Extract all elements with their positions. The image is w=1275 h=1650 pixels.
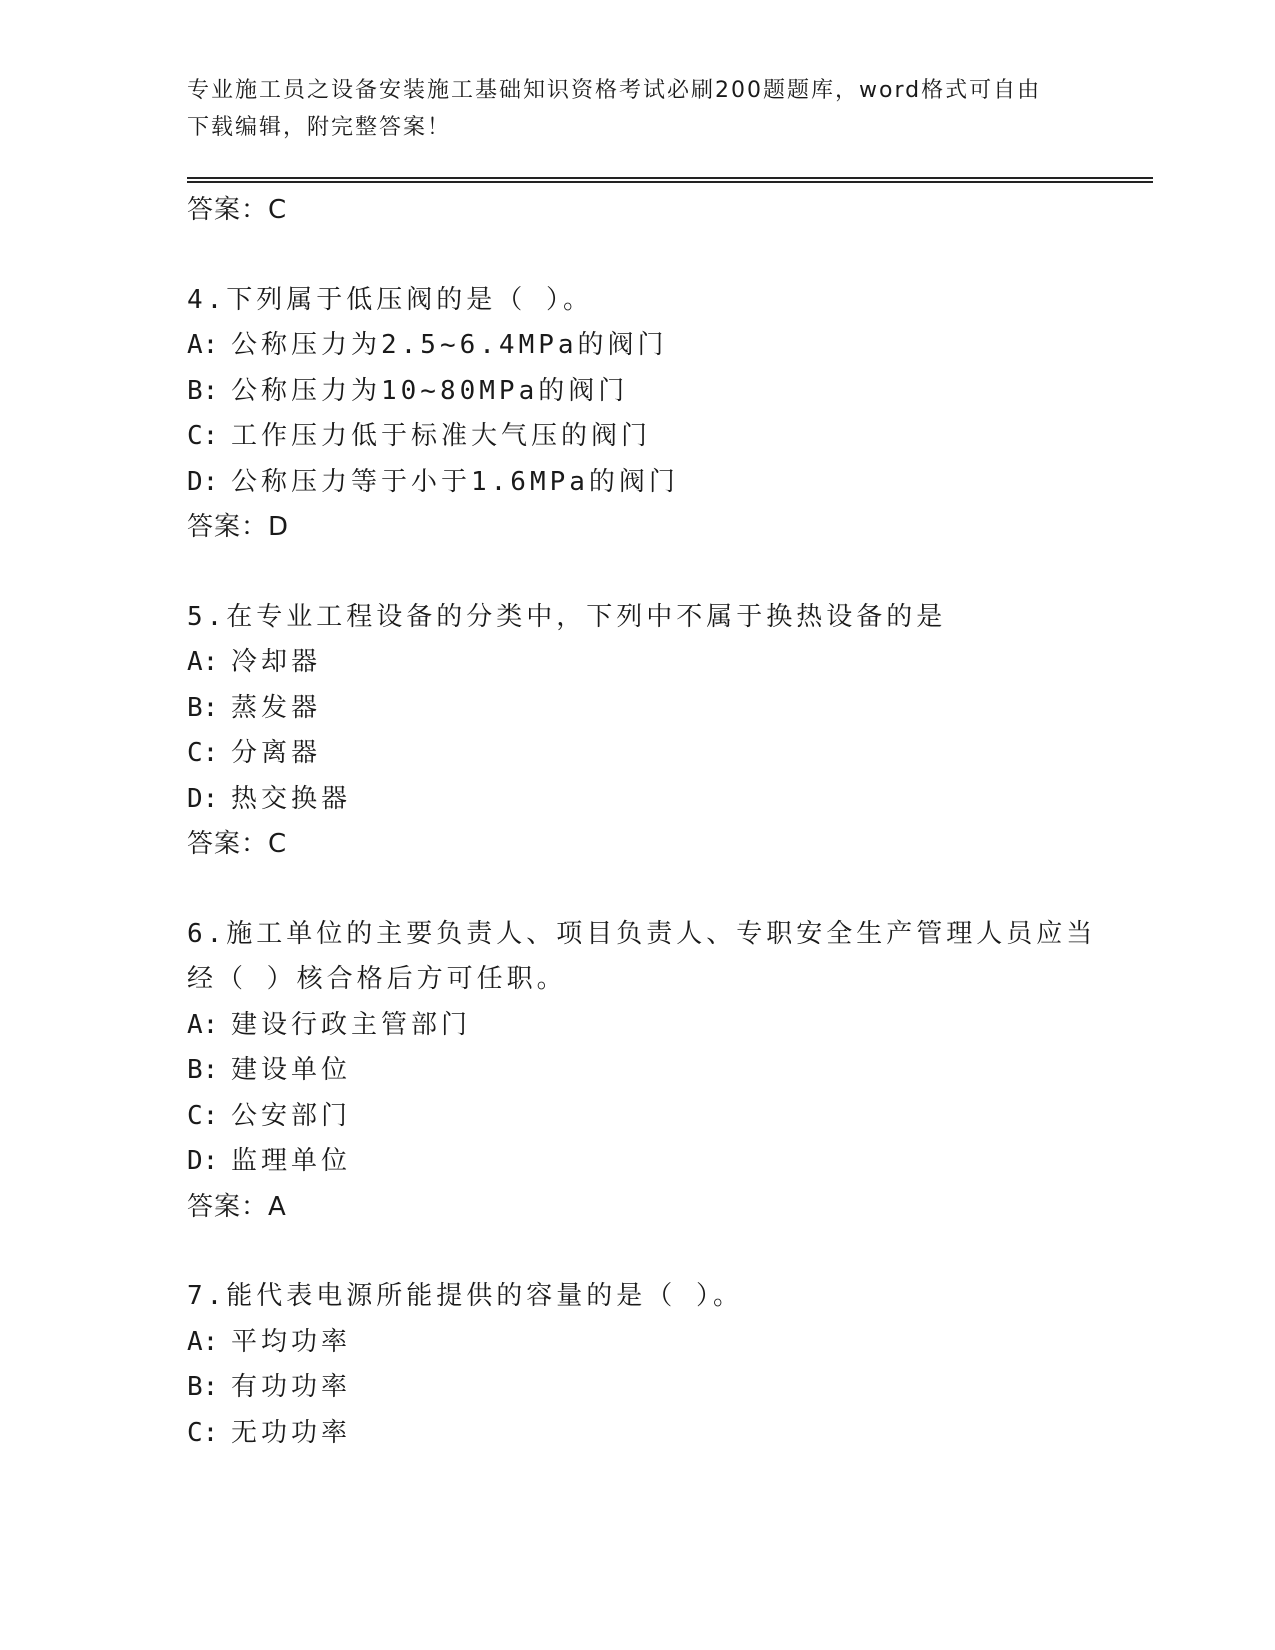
option-text: 建设单位 xyxy=(231,1055,352,1085)
question-stem-line-2: 经（ ）核合格后方可任职。 xyxy=(187,964,567,994)
option-key: A: xyxy=(187,1009,219,1040)
option-a xyxy=(187,1003,1087,1049)
option-b xyxy=(187,1048,1087,1094)
answer: 答案：C xyxy=(187,829,288,859)
header-divider-bottom xyxy=(187,181,1153,183)
option-d xyxy=(187,460,1087,506)
option-d xyxy=(187,777,1087,823)
option-b xyxy=(187,686,1087,732)
option-key: D: xyxy=(187,1146,219,1176)
option-b xyxy=(187,1365,1087,1411)
option-text: 蒸发器 xyxy=(231,692,322,723)
answer: 答案：D xyxy=(187,512,290,542)
option-key: B: xyxy=(187,1055,219,1085)
option-key: B: xyxy=(187,1372,219,1402)
option-a xyxy=(187,323,1087,369)
answer: 答案：A xyxy=(187,1191,287,1222)
option-text: 平均功率 xyxy=(231,1326,352,1357)
option-key: C: xyxy=(187,1100,219,1131)
question-list xyxy=(187,188,1097,1456)
option-text: 分离器 xyxy=(231,738,322,768)
option-key: A: xyxy=(187,330,219,360)
question-stem: 5.在专业工程设备的分类中，下列中不属于换热设备的是 xyxy=(187,601,947,632)
option-a xyxy=(187,640,1087,686)
option-text: 无功功率 xyxy=(231,1417,352,1448)
option-key: A: xyxy=(187,1326,219,1357)
spacer xyxy=(187,868,1087,912)
previous-answer: 答案：C xyxy=(187,195,288,225)
question-stem: 7.能代表电源所能提供的容量的是（ ）。 xyxy=(187,1281,743,1311)
option-key: B: xyxy=(187,692,219,723)
spacer xyxy=(187,1230,1087,1274)
option-a xyxy=(187,1320,1087,1366)
option-text: 公称压力为10~80MPa的阀门 xyxy=(231,375,629,406)
header-line-2: 下载编辑，附完整答案！ xyxy=(187,115,452,140)
option-c xyxy=(187,731,1087,777)
option-c xyxy=(187,414,1087,460)
option-c xyxy=(187,1411,1087,1457)
option-c xyxy=(187,1094,1087,1140)
option-text: 监理单位 xyxy=(231,1146,352,1176)
option-text: 工作压力低于标准大气压的阀门 xyxy=(231,421,652,451)
question-stem-line-1: 6.施工单位的主要负责人、项目负责人、专职安全生产管理人员应当 xyxy=(187,918,1097,949)
option-key: C: xyxy=(187,1417,219,1448)
option-key: C: xyxy=(187,738,219,768)
option-text: 公称压力为2.5~6.4MPa的阀门 xyxy=(231,330,668,360)
header-divider-top xyxy=(187,177,1153,179)
spacer xyxy=(187,551,1087,595)
option-text: 有功功率 xyxy=(231,1372,352,1402)
document-header xyxy=(187,72,1067,146)
option-text: 公称压力等于小于1.6MPa的阀门 xyxy=(231,466,679,497)
question-5 xyxy=(187,595,1087,868)
option-d xyxy=(187,1139,1087,1185)
spacer xyxy=(187,234,1087,278)
option-key: D: xyxy=(187,466,219,497)
question-6 xyxy=(187,912,1097,1231)
question-stem: 4.下列属于低压阀的是（ ）。 xyxy=(187,284,593,315)
option-text: 建设行政主管部门 xyxy=(231,1009,472,1040)
question-7 xyxy=(187,1274,1087,1456)
option-key: A: xyxy=(187,647,219,677)
header-line-1: 专业施工员之设备安装施工基础知识资格考试必刷200题题库，word格式可自由 xyxy=(187,78,1042,103)
option-key: C: xyxy=(187,421,219,451)
option-key: B: xyxy=(187,375,219,406)
option-b xyxy=(187,369,1087,415)
option-text: 热交换器 xyxy=(231,783,352,814)
question-4 xyxy=(187,278,1087,551)
option-text: 冷却器 xyxy=(231,647,322,677)
option-key: D: xyxy=(187,783,219,814)
option-text: 公安部门 xyxy=(231,1100,352,1131)
